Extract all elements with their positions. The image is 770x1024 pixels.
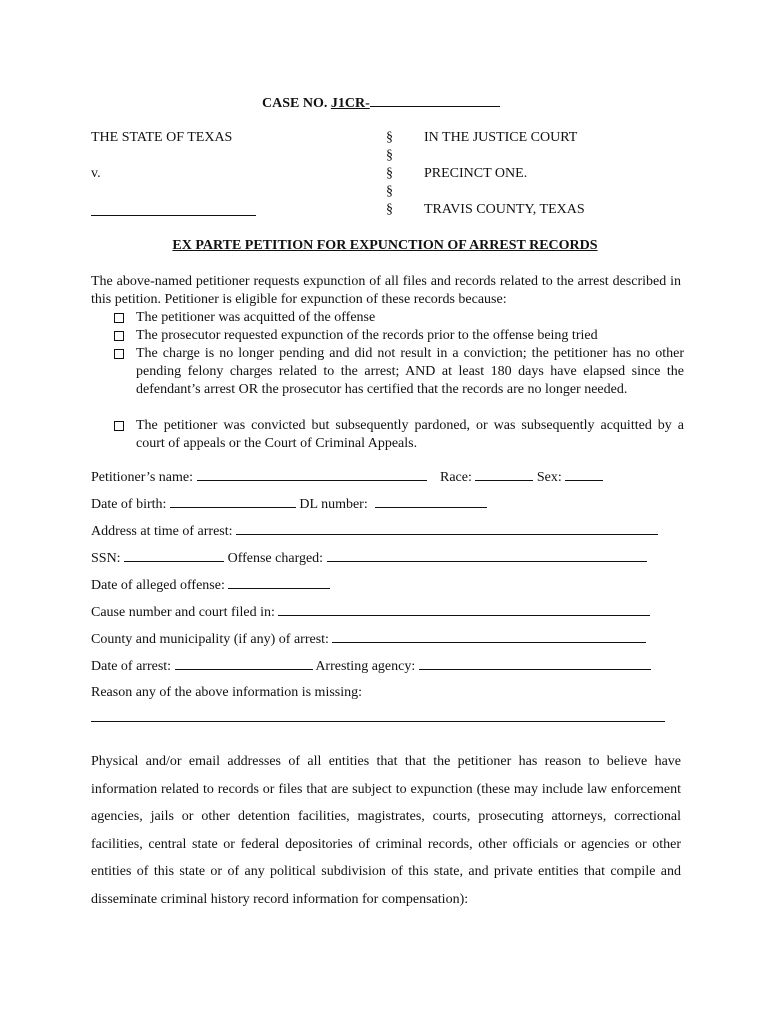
address-field[interactable] — [236, 523, 658, 535]
offense-date-row — [91, 577, 330, 594]
agency-label: Arresting agency: — [315, 659, 416, 674]
offense-date-label: Date of alleged offense: — [91, 578, 225, 593]
reason-field[interactable] — [91, 710, 665, 727]
checkbox[interactable] — [114, 331, 124, 341]
dob-row — [91, 496, 487, 513]
caption-state: THE STATE OF TEXAS — [91, 130, 233, 145]
cause-row — [91, 604, 650, 621]
dob-label: Date of birth: — [91, 497, 167, 512]
dl-field[interactable] — [375, 496, 487, 508]
ssn-label: SSN: — [91, 551, 121, 566]
dob-field[interactable] — [170, 496, 296, 508]
eligibility-option-acquitted[interactable]: The petitioner was acquitted of the offense — [114, 309, 684, 327]
race-label: Race: — [440, 470, 472, 485]
sex-label: Sex: — [536, 470, 562, 485]
section-mark: § — [386, 148, 393, 163]
race-field[interactable] — [475, 469, 533, 481]
sex-field[interactable] — [565, 469, 603, 481]
defendant-name-blank[interactable] — [91, 204, 256, 221]
address-label: Address at time of arrest: — [91, 524, 233, 539]
offense-label: Offense charged: — [227, 551, 324, 566]
section-mark: § — [386, 184, 393, 199]
reason-row — [91, 685, 362, 701]
addresses-paragraph: Physical and/or email addresses of all entities that that the petitioner has reason to believe have information related to records or files that are subject to expunction (these may include law enforcement agencies, jails or other detention facilities, magistrates, courts, prosecuting attorneys, correctional facilities, central state or federal depositories of criminal records, other officials or agencies or other entities of this state or of any political subdivision of this state, and private entities that compile and disseminate criminal history record information for compensation): — [91, 754, 681, 907]
dl-label: DL number: — [299, 497, 368, 512]
checkbox[interactable] — [114, 313, 124, 323]
cause-label: Cause number and court filed in: — [91, 605, 275, 620]
caption-precinct: PRECINCT ONE. — [424, 166, 528, 181]
caption-court: IN THE JUSTICE COURT — [424, 130, 578, 145]
section-mark: § — [386, 202, 393, 217]
eligibility-option-pardoned[interactable]: The petitioner was convicted but subsequently pardoned, or was subsequently acquitted by a court of appeals or the Court of Criminal Appeals. — [114, 417, 684, 453]
arrest-date-row — [91, 658, 651, 675]
offense-date-field[interactable] — [228, 577, 330, 589]
checkbox[interactable] — [114, 349, 124, 359]
county-field[interactable] — [332, 631, 646, 643]
cause-field[interactable] — [278, 604, 650, 616]
eligibility-option-prosecutor[interactable]: The prosecutor requested expunction of the records prior to the offense being tried — [114, 327, 684, 345]
section-mark: § — [386, 130, 393, 145]
address-row — [91, 523, 658, 540]
checkbox[interactable] — [114, 421, 124, 431]
petitioner-name-field[interactable] — [197, 469, 427, 481]
petitioner-name-label: Petitioner’s name: — [91, 470, 193, 485]
county-label: County and municipality (if any) of arrest: — [91, 632, 329, 647]
case-label: CASE NO. — [262, 96, 328, 111]
petitioner-info-row — [91, 469, 603, 486]
agency-field[interactable] — [419, 658, 651, 670]
ssn-field[interactable] — [124, 550, 224, 562]
caption-versus: v. — [91, 166, 101, 181]
case-number-value[interactable]: J1CR- — [331, 96, 500, 111]
ssn-row — [91, 550, 647, 567]
intro-paragraph: The above-named petitioner requests expunction of all files and records related to the arrest described in this petition. Petitioner is eligible for expunction of these records because: — [91, 274, 681, 307]
case-number — [262, 95, 500, 112]
reason-label: Reason any of the above information is missing: — [91, 685, 363, 700]
caption-county: TRAVIS COUNTY, TEXAS — [424, 202, 585, 217]
county-row — [91, 631, 646, 648]
document-title: EX PARTE PETITION FOR EXPUNCTION OF ARREST RECORDS — [172, 238, 598, 253]
arrest-date-field[interactable] — [175, 658, 313, 670]
offense-field[interactable] — [327, 550, 647, 562]
eligibility-option-no-conviction[interactable]: The charge is no longer pending and did not result in a conviction; the petitioner has no other pending felony charges related to the arrest; AND at least 180 days have elapsed since the defendant’s arrest OR the prosecutor has certified that the records are no longer needed. — [114, 345, 684, 399]
section-mark: § — [386, 166, 393, 181]
arrest-date-label: Date of arrest: — [91, 659, 172, 674]
